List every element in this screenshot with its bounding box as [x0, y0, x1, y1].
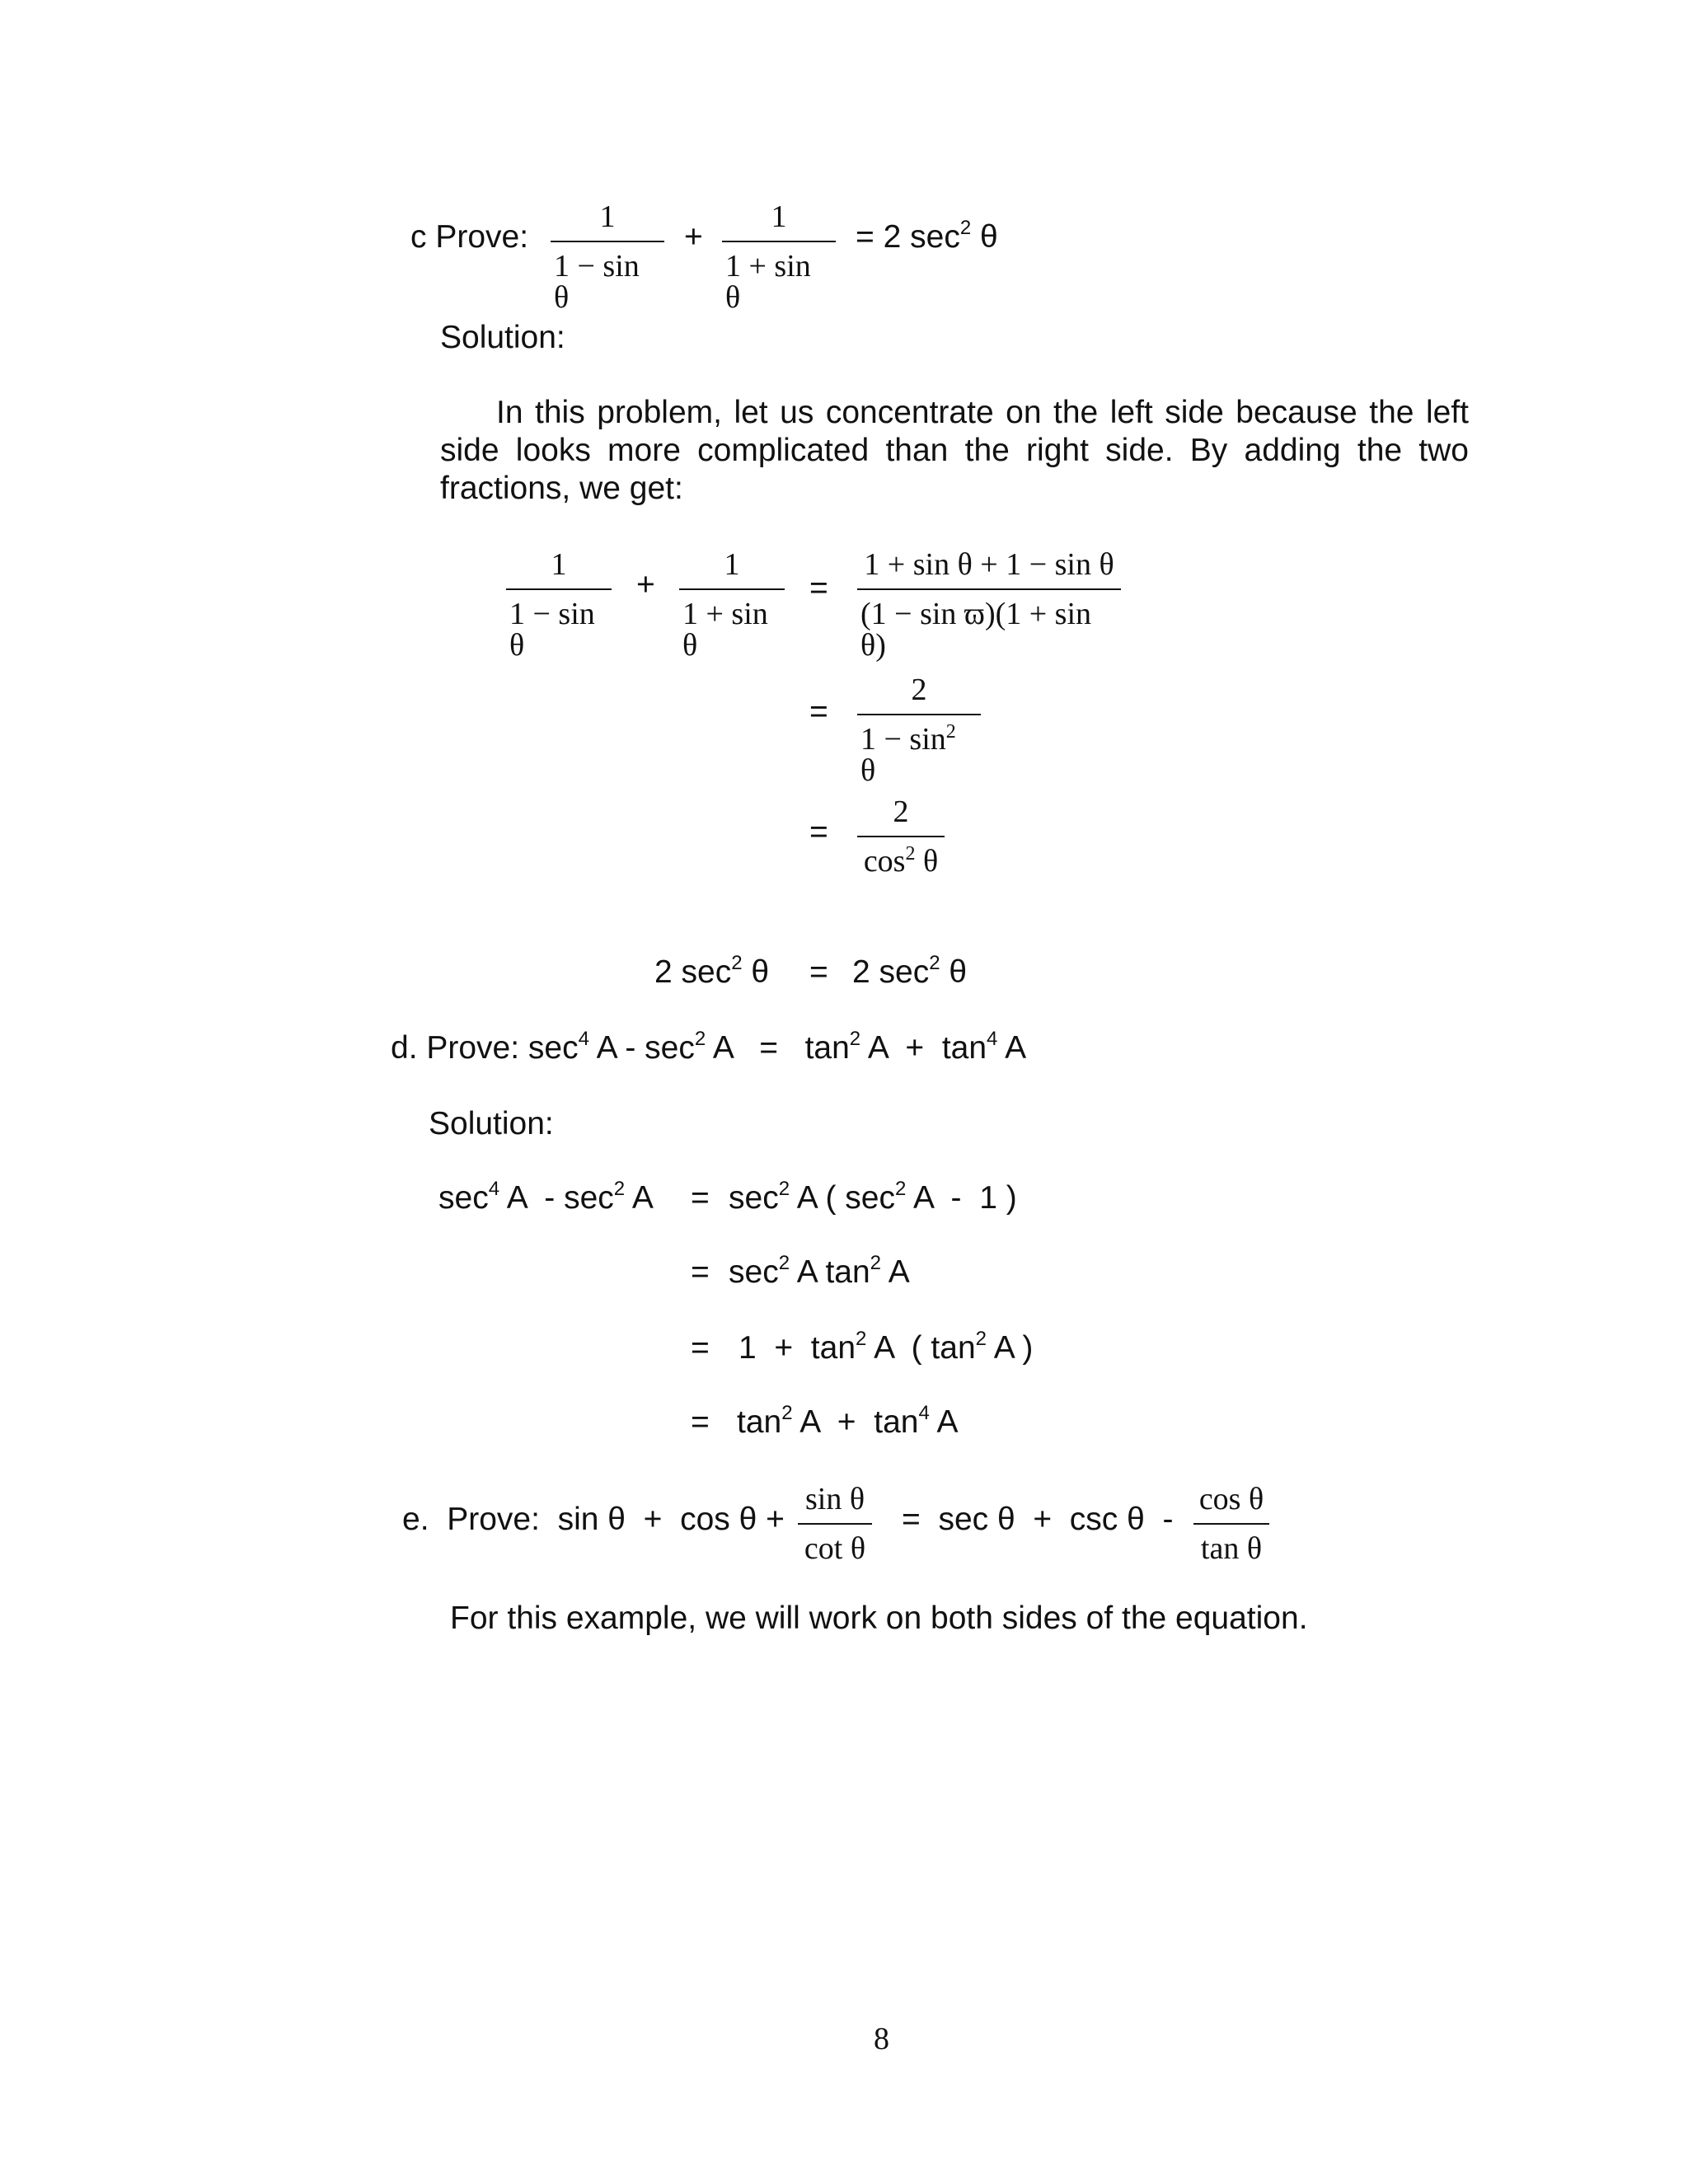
step1-rhs-fraction — [857, 549, 1121, 661]
equals-sign: = — [691, 1180, 710, 1216]
part-c-lhs-fraction-1 — [551, 201, 664, 313]
equals-sign: = — [809, 814, 828, 850]
step1-fraction-2 — [679, 549, 785, 661]
numerator: 2 — [911, 673, 927, 707]
line4-rhs: $\tan^2 A + \tan^4 A$ — [737, 1402, 959, 1440]
denominator: $\cos^2 \theta$ — [863, 843, 939, 879]
denominator: tan θ — [1200, 1531, 1263, 1566]
line1-lhs: $\sec^4 A - \sec^2 A$ — [438, 1178, 654, 1216]
step1-fraction-1 — [506, 549, 612, 661]
part-e-middle: = sec θ + csc θ - — [902, 1502, 1174, 1537]
equals-sign: = — [809, 570, 828, 606]
denominator: $1 - \sin^2 \theta$ — [860, 721, 956, 788]
numerator: 1 — [724, 547, 740, 582]
numerator: cos θ — [1198, 1482, 1264, 1516]
plus-sign: + — [684, 219, 703, 255]
final-rhs: 2 $\sec^2 \theta$ — [852, 952, 968, 990]
part-e-fraction-2 — [1193, 1483, 1269, 1564]
solution-label-d: Solution: — [429, 1106, 554, 1141]
part-c-lhs-fraction-2 — [722, 201, 836, 313]
final-lhs: 2 $\sec^2 \theta$ — [654, 952, 770, 990]
denominator: 1 + sin θ — [682, 597, 768, 663]
denominator: 1 − sin θ — [554, 249, 640, 315]
denominator: 1 + sin θ — [725, 249, 811, 315]
equals-sign: = — [691, 1330, 710, 1366]
denominator: (1 − sin ϖ)(1 + sin θ) — [860, 597, 1092, 663]
numerator: 1 + sin θ + 1 − sin θ — [864, 547, 1114, 582]
part-c-paragraph: In this problem, let us concentrate on the left side because the left side looks more complicated than the right side. By adding the two fractions, we get: — [440, 395, 1469, 506]
equals-sign: = — [809, 694, 828, 729]
part-d-prove: d. Prove: $\sec^4 A - \sec^2 A = \tan^2 A + \tan^4 A$ — [391, 1028, 1027, 1066]
equals-sign: = — [809, 954, 828, 990]
line2-rhs: $\sec^2 A$ $\tan^2 A$ — [729, 1252, 910, 1290]
line3-rhs: $1 + \tan^2 A$ ( $\tan^2 A$ ) — [738, 1328, 1034, 1366]
equals-sign: = — [691, 1404, 710, 1440]
step2-fraction — [857, 674, 981, 786]
numerator: 2 — [893, 794, 909, 829]
part-c-prove-label: c Prove: — [410, 219, 529, 255]
denominator: 1 − sin θ — [509, 597, 595, 663]
denominator: cot θ — [804, 1531, 866, 1566]
numerator: 1 — [771, 199, 787, 234]
line1-rhs: $\sec^2 A$ ( $\sec^2 A - 1$ ) — [729, 1178, 1017, 1216]
numerator: sin θ — [804, 1482, 865, 1516]
part-c-rhs: = 2 $\sec^2 \theta$ — [856, 217, 998, 255]
part-e-note: For this example, we will work on both sides of the equation. — [450, 1601, 1308, 1636]
part-e-prove: e. Prove: sin θ + cos θ + — [402, 1502, 785, 1537]
equals-sign: = — [691, 1254, 710, 1290]
step3-fraction — [857, 796, 945, 877]
numerator: 1 — [551, 547, 567, 582]
numerator: 1 — [599, 199, 616, 234]
solution-label-c: Solution: — [440, 320, 565, 355]
part-e-fraction-1 — [798, 1483, 872, 1564]
step1-plus: + — [636, 567, 655, 602]
page-number: 8 — [874, 2022, 889, 2056]
